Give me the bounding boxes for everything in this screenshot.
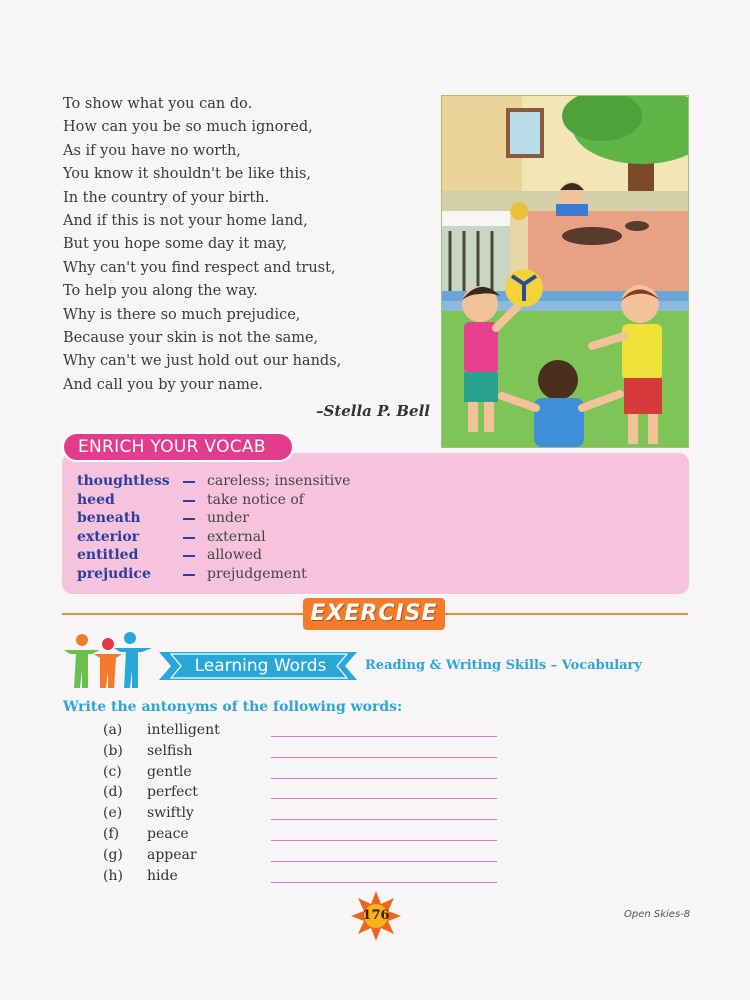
vocab-dash — [183, 481, 195, 483]
vocab-meaning: external — [207, 528, 266, 545]
answer-line[interactable] — [271, 798, 497, 799]
vocab-dash — [183, 574, 195, 576]
vocab-meaning: allowed — [207, 547, 262, 564]
item-letter: (h) — [103, 867, 123, 884]
item-word: swiftly — [147, 805, 194, 822]
poem-line: In the country of your birth. — [63, 189, 270, 206]
vocab-meaning: under — [207, 510, 249, 527]
answer-line[interactable] — [271, 778, 497, 779]
item-word: gentle — [147, 763, 192, 780]
answer-line[interactable] — [271, 882, 497, 883]
vocab-dash — [183, 537, 195, 539]
poem-line: To help you along the way. — [63, 283, 258, 300]
item-letter: (c) — [103, 763, 122, 780]
poem — [63, 93, 433, 397]
item-word: selfish — [147, 742, 193, 759]
poem-line: Why can't you find respect and trust, — [63, 259, 336, 276]
illustration-drawing — [442, 96, 688, 447]
item-word: peace — [147, 825, 189, 842]
vocab-meaning: take notice of — [207, 491, 304, 508]
item-letter: (e) — [103, 805, 123, 822]
poem-line: But you hope some day it may, — [63, 236, 288, 253]
answer-line[interactable] — [271, 819, 497, 820]
item-word: intelligent — [147, 722, 220, 738]
item-letter: (d) — [103, 784, 123, 801]
item-letter: (g) — [103, 846, 123, 863]
answer-line[interactable] — [271, 757, 497, 758]
poem-line: Because your skin is not the same, — [63, 330, 319, 347]
answer-line[interactable] — [271, 861, 497, 862]
exercise-instruction: Write the antonyms of the following words: — [63, 699, 403, 715]
vocab-word: prejudice — [77, 565, 151, 582]
vocab-dash — [183, 500, 195, 502]
poem-line: How can you be so much ignored, — [63, 119, 313, 136]
vocab-meaning: prejudgement — [207, 565, 307, 582]
poem-line: And if this is not your home land, — [63, 213, 308, 230]
item-letter: (b) — [103, 742, 123, 759]
answer-line[interactable] — [271, 736, 497, 737]
page-number: 176 — [362, 908, 390, 923]
vocab-dash — [183, 555, 195, 557]
book-title: Open Skies-8 — [624, 909, 691, 920]
poem-line: As if you have no worth, — [63, 142, 241, 159]
vocab-heading: ENRICH YOUR VOCAB — [62, 432, 294, 462]
item-letter: (f) — [103, 825, 120, 842]
item-word: appear — [147, 846, 197, 863]
vocab-dash — [183, 518, 195, 520]
exercise-heading: EXERCISE — [303, 598, 445, 630]
poem-line: Why is there so much prejudice, — [63, 306, 301, 323]
vocab-word: exterior — [77, 528, 140, 545]
poem-line: And call you by your name. — [63, 376, 264, 393]
vocab-meaning: careless; insensitive — [207, 473, 351, 489]
item-word: hide — [147, 867, 178, 884]
answer-line[interactable] — [271, 840, 497, 841]
skills-label: Reading & Writing Skills – Vocabulary — [365, 658, 642, 673]
item-word: perfect — [147, 784, 198, 801]
poem-line: To show what you can do. — [63, 96, 253, 112]
poem-line: You know it shouldn't be like this, — [63, 166, 312, 183]
vocab-word: thoughtless — [77, 473, 170, 489]
children-playing-illustration — [441, 95, 689, 448]
poem-line: Why can't we just hold out our hands, — [63, 353, 342, 370]
section-title: Learning Words — [194, 656, 327, 676]
vocab-word: entitled — [77, 547, 139, 564]
poem-author: –Stella P. Bell — [315, 402, 430, 420]
vocab-word: heed — [77, 491, 115, 508]
vocab-word: beneath — [77, 510, 141, 527]
item-letter: (a) — [103, 722, 123, 738]
learning-figures-icon — [62, 632, 154, 690]
